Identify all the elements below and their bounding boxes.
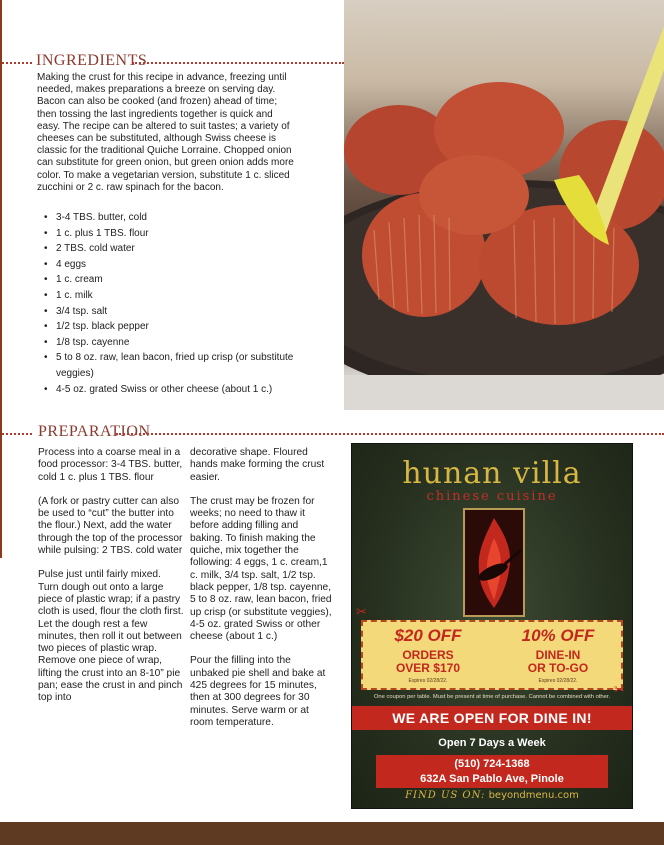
restaurant-ad: [351, 443, 633, 809]
list-item: • 4 eggs: [44, 257, 304, 273]
scissors-icon: ✂: [356, 604, 367, 619]
page-footer-bar: [0, 822, 664, 845]
list-item: • 4-5 oz. grated Swiss or other cheese (about 1 c.): [44, 382, 304, 398]
coupon-row: [361, 620, 623, 690]
heading-dotted-rule: [132, 62, 344, 64]
food-photo: [344, 0, 664, 410]
paragraph: Pulse just until fairly mixed. Turn dough out onto a large piece of plastic wrap; if a pastry cloth is used, flour the cloth first. Let the dough rest a few minutes, then roll it out between two pieces of plastic wrap. Remove one piece of wrap, lifting the crust into an 8-10” pie pan; ease the crust in and pinch top into: [38, 569, 184, 704]
coupon-line: OVER $170: [395, 661, 461, 675]
ad-phone: (510) 724-1368: [454, 758, 530, 770]
list-item: • 1 c. cream: [44, 272, 304, 288]
paragraph: Process into a coarse meal in a food processor: 3-4 TBS. butter, cold 1 c. plus 1 TBS. flour: [38, 447, 183, 483]
find-us-label: FIND US ON:: [405, 790, 486, 801]
coupon-line: ORDERS: [402, 648, 454, 662]
list-item: • 3-4 TBS. butter, cold: [44, 210, 304, 226]
ingredients-intro: Making the crust for this recipe in advance, freezing until needed, makes preparations a breeze on serving day. Bacon can also be cooked (and frozen) ahead of time; then tossing the last ingredients together is quick and easy. The recipe can be altered to suit tastes; a variety of cheeses can be substituted, although Swiss cheese is classic for the traditional Quiche Lorraine. Chopped onion can substitute for green onion, but green onion adds more color. To make a vegetarian version, substitute 1 c. sliced zucchini or 2 c. raw spinach for the bacon.: [37, 72, 294, 193]
paragraph: (A fork or pastry cutter can also be used to “cut” the butter into the flour.) Next, add the water through the top of the processor while pulsing: 2 TBS. cold water: [38, 495, 183, 557]
scissors-icon: ✂: [614, 682, 625, 697]
list-item: • 1 c. milk: [44, 288, 304, 304]
list-item: • 1 c. plus 1 TBS. flour: [44, 226, 304, 242]
coupon-line: DINE-IN: [535, 648, 581, 662]
list-item: • 1/2 tsp. black pepper: [44, 319, 304, 335]
coupon-dollar-off: [366, 626, 490, 684]
list-item: • 2 TBS. cold water: [44, 241, 304, 257]
paragraph: The crust may be frozen for weeks; no need to thaw it before adding filling and baking. To finish making the quiche, mix together the following: 4 eggs, 1 c. cream,1 c. milk, 3/4 tsp. salt, 1/2 tsp. black pepper, 1/8 tsp. cayenne, 5 to 8 oz. raw, lean bacon, fried up crisp (or substitute veggies), 4-5 oz. grated Swiss or other cheese (about 1 c.): [190, 495, 332, 643]
list-item: • 3/4 tsp. salt: [44, 304, 304, 320]
coupon-amount: 10% OFF: [521, 626, 595, 645]
coupon-fine-print: One coupon per table. Must be present at time of purchase. Cannot be combined with other.: [373, 694, 611, 700]
preparation-column-1: [38, 447, 184, 717]
ad-address: 632A San Pablo Ave, Pinole: [420, 773, 564, 785]
coupon-expiry: Expires 02/28/22.: [538, 678, 578, 684]
paragraph: Pour the filling into the unbaked pie shell and bake at 425 degrees for 15 minutes, then at 300 degrees for 30 minutes. Serve warm or at room temperature.: [190, 655, 326, 728]
coupon-percent-off: [496, 626, 620, 684]
ad-subtitle: chinese cuisine: [426, 489, 558, 504]
ad-find-us: [352, 790, 632, 801]
left-border-rule: [0, 0, 2, 458]
coupon-amount: $20 OFF: [394, 626, 462, 645]
ingredients-heading: INGREDIENTS: [32, 52, 151, 70]
dine-in-banner: WE ARE OPEN FOR DINE IN!: [352, 706, 632, 730]
heading-dotted-rule: [2, 433, 36, 435]
ad-hours: Open 7 Days a Week: [438, 737, 546, 749]
find-us-site: beyondmenu.com: [488, 790, 579, 801]
list-item: • 1/8 tsp. cayenne: [44, 335, 304, 351]
preparation-column-2: [190, 447, 332, 741]
ad-contact-box: [376, 755, 608, 788]
ad-restaurant-name: hunan villa: [402, 456, 582, 491]
list-item: • 5 to 8 oz. raw, lean bacon, fried up crisp (or substitute veggies): [44, 350, 304, 381]
potatoes-illustration: [344, 0, 664, 410]
coupon-expiry: Expires 02/28/22.: [408, 678, 448, 684]
coupon-line: OR TO-GO: [527, 661, 589, 675]
paragraph: decorative shape. Floured hands make forming the crust easier.: [190, 447, 325, 483]
wok-flame-logo-icon: [463, 508, 525, 617]
heading-dotted-rule: [2, 62, 36, 64]
preparation-heading: PREPARATION: [34, 423, 155, 441]
ingredients-list: [44, 210, 304, 397]
heading-dotted-rule: [116, 433, 664, 435]
left-border-rule: [0, 458, 2, 558]
